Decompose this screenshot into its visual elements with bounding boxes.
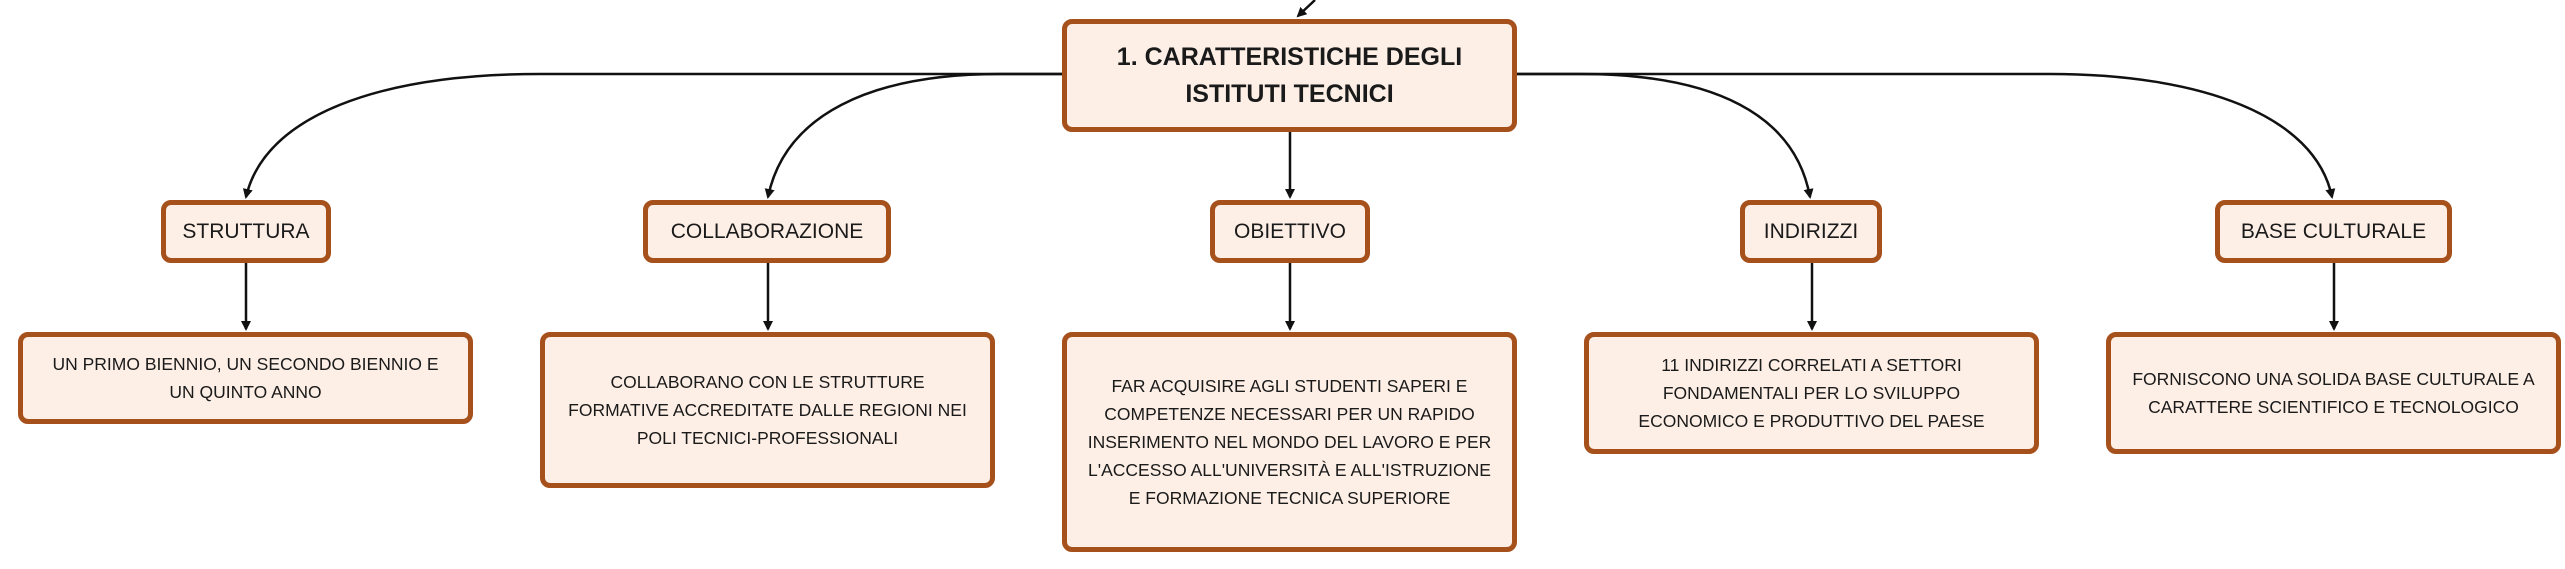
description-collaborazione [540, 332, 995, 488]
connector-root-struttura [246, 74, 1062, 197]
connector-root-base-culturale [1517, 74, 2332, 197]
category-obiettivo [1210, 200, 1370, 263]
category-collaborazione [643, 200, 891, 263]
description-obiettivo [1062, 332, 1517, 552]
category-label: INDIRIZZI [1763, 219, 1859, 243]
connector-root-collaborazione [768, 74, 1062, 197]
category-struttura [161, 200, 331, 263]
category-label: STRUTTURA [182, 219, 310, 243]
description-text: COLLABORANO CON LE STRUTTURE FORMATIVE ACCREDITATE DALLE REGIONI NEI POLI TECNICI-PROFESSIONALI [568, 372, 967, 448]
incoming-connector [1298, 0, 1315, 16]
description-struttura [18, 332, 473, 424]
description-base-culturale [2106, 332, 2561, 454]
root-title: 1. CARATTERISTICHE DEGLI ISTITUTI TECNICI [1116, 42, 1463, 108]
category-indirizzi [1740, 200, 1882, 263]
category-label: BASE CULTURALE [2240, 219, 2427, 243]
root-node [1062, 19, 1517, 132]
description-text: 11 INDIRIZZI CORRELATI A SETTORI FONDAMENTALI PER LO SVILUPPO ECONOMICO E PRODUTTIVO DEL PAESE [1638, 355, 1985, 431]
category-label: COLLABORAZIONE [670, 219, 864, 243]
category-base-culturale [2215, 200, 2452, 263]
category-label: OBIETTIVO [1233, 219, 1346, 243]
description-text: FORNISCONO UNA SOLIDA BASE CULTURALE A CARATTERE SCIENTIFICO E TECNOLOGICO [2132, 369, 2535, 417]
description-text: FAR ACQUISIRE AGLI STUDENTI SAPERI E COMPETENZE NECESSARI PER UN RAPIDO INSERIMENTO NEL MONDO DEL LAVORO E PER L'ACCESSO ALL'UNIVERSITÀ E ALL'ISTRUZIONE E FORMAZIONE TECNICA SUPERIORE [1087, 376, 1492, 508]
description-indirizzi [1584, 332, 2039, 454]
description-text: UN PRIMO BIENNIO, UN SECONDO BIENNIO E UN QUINTO ANNO [52, 354, 439, 402]
connector-root-indirizzi [1517, 74, 1810, 197]
